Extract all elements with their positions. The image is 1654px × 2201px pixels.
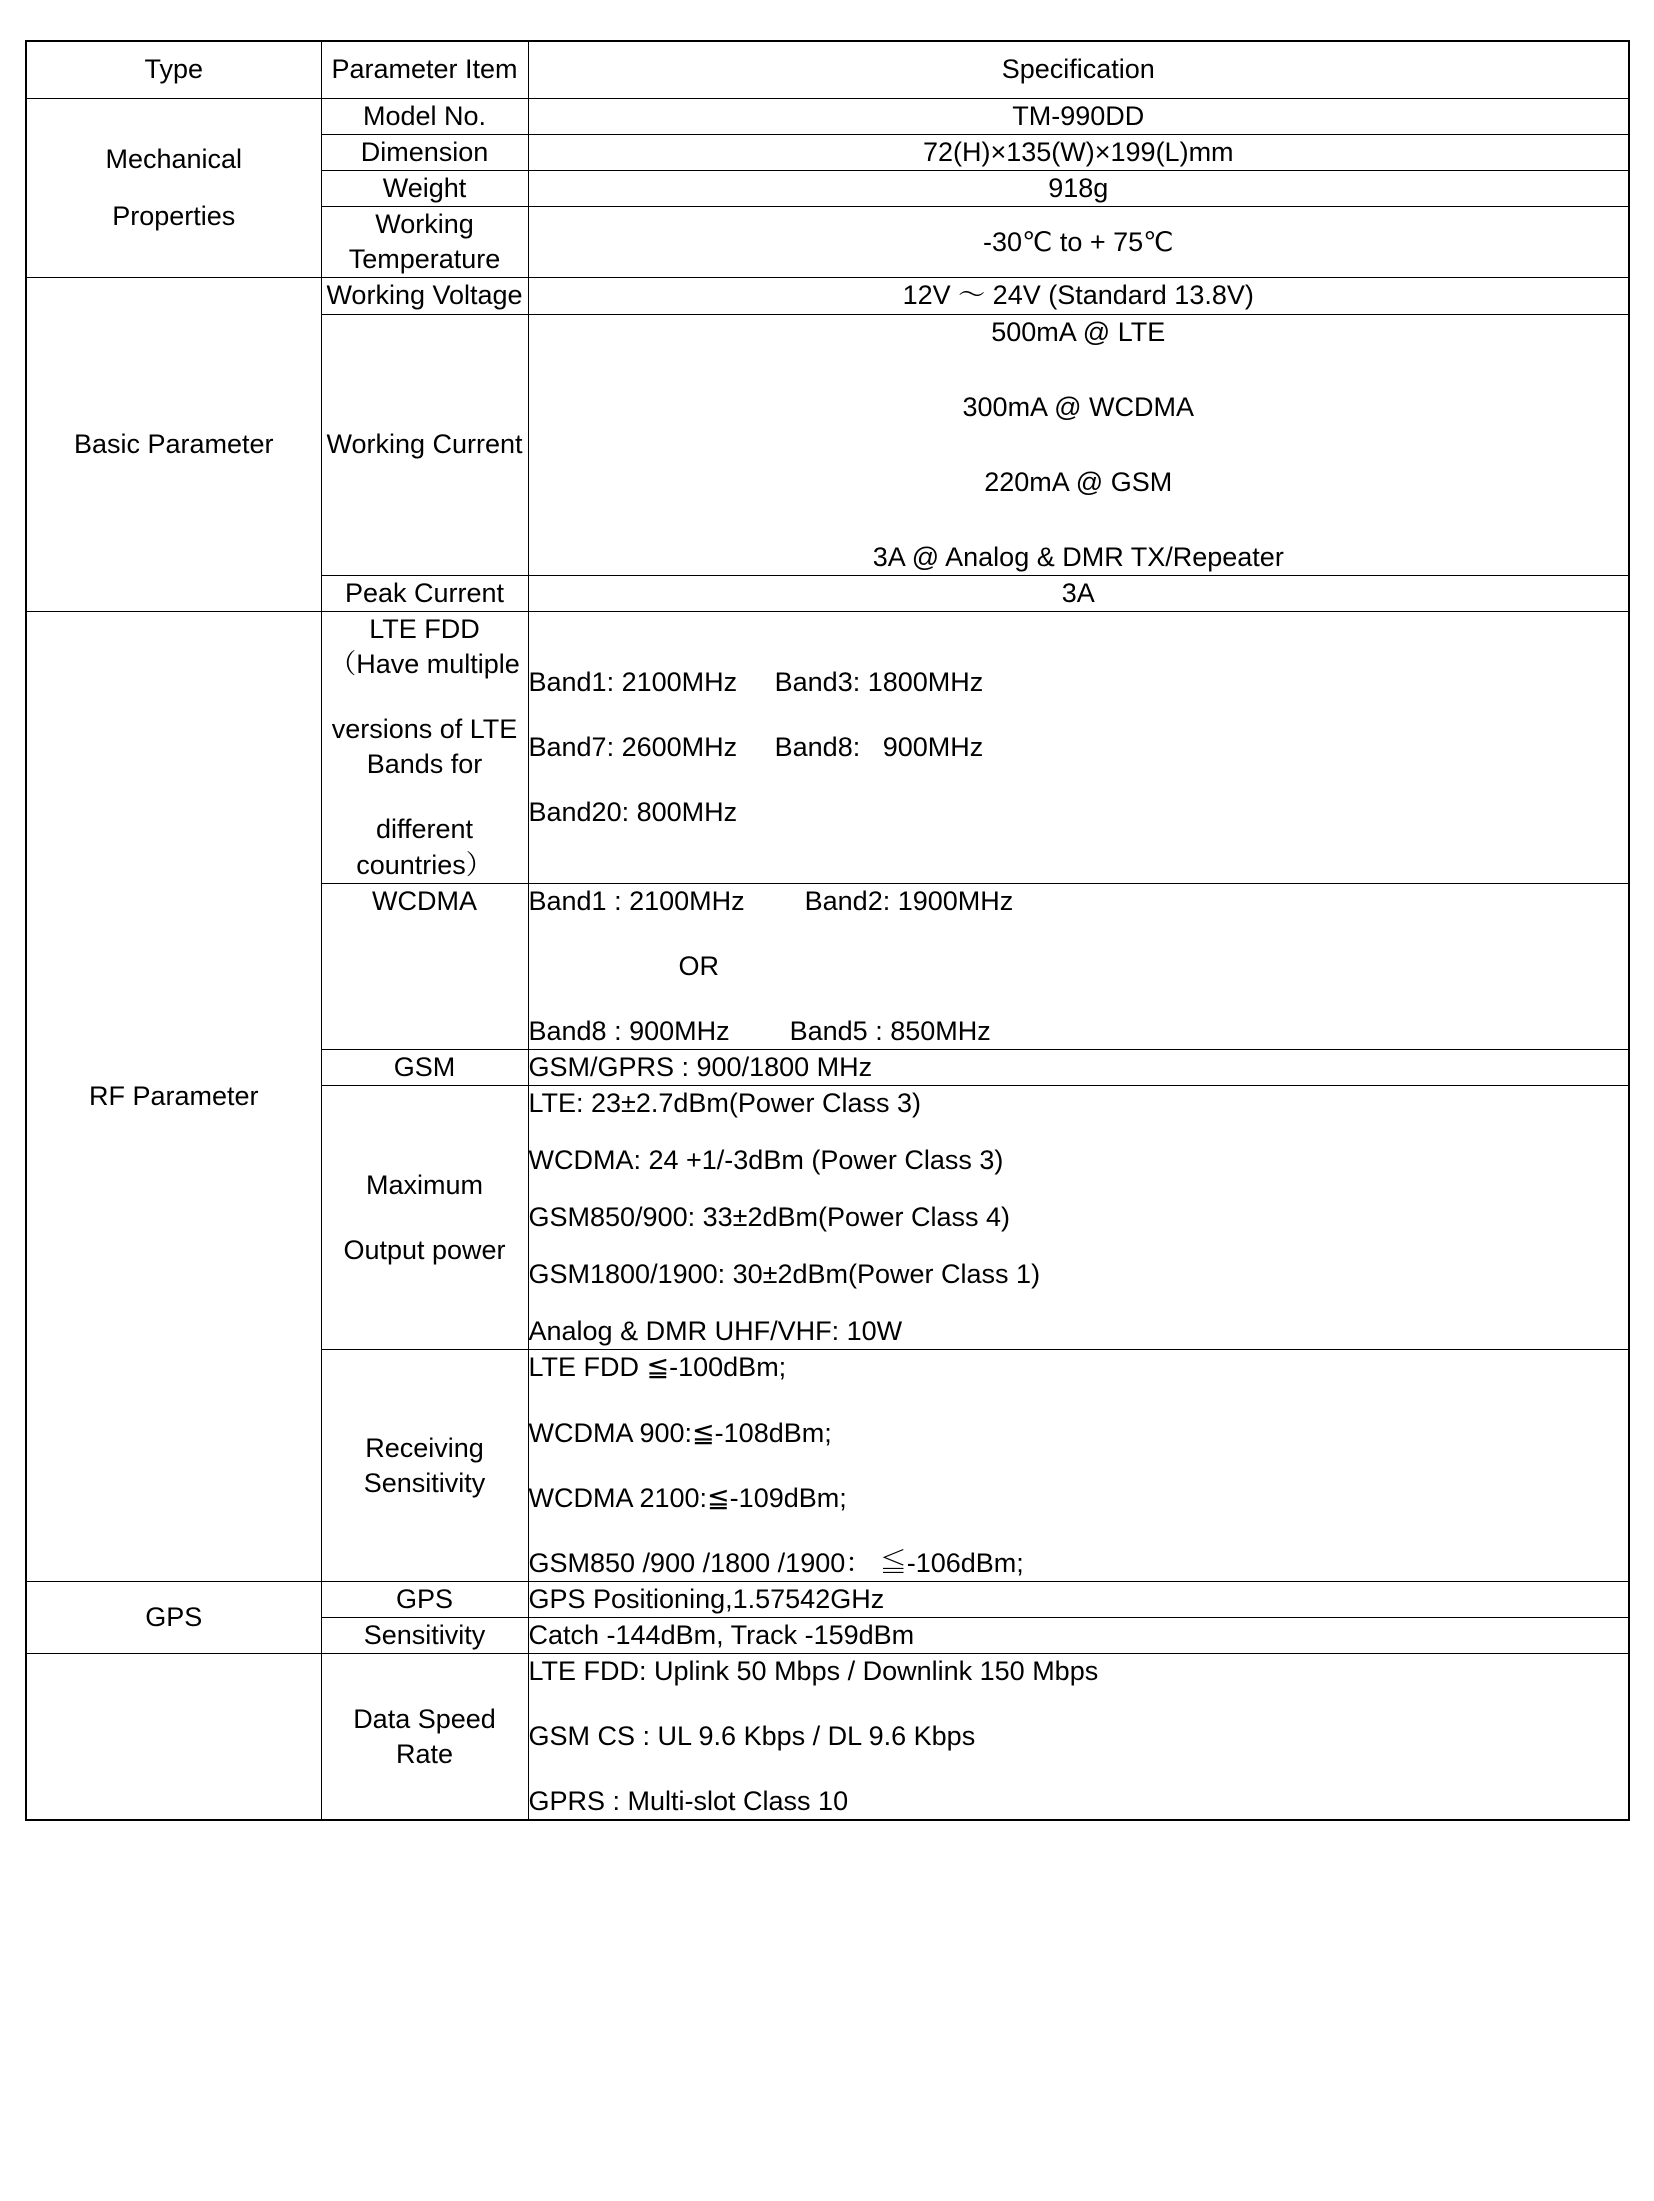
- parameter-item-label: versions of LTE Bands for: [331, 714, 518, 780]
- parameter-item-label: Data Speed Rate: [353, 1703, 496, 1769]
- table-body: [26, 99, 1629, 1821]
- specification-cell: [528, 278, 1629, 314]
- specification-line: OR: [528, 950, 720, 981]
- specification-table: [25, 40, 1630, 1821]
- specification-cell: [528, 1617, 1629, 1653]
- parameter-item-cell: [321, 278, 528, 314]
- specification-line: GPS Positioning,1.57542GHz: [528, 1583, 885, 1614]
- type-cell: [26, 612, 321, 1582]
- parameter-item-label: Working Temperature: [348, 209, 501, 275]
- type-label: RF Parameter: [88, 1080, 259, 1111]
- parameter-item-cell: [321, 883, 528, 1049]
- parameter-item-label: Working Current: [326, 429, 523, 460]
- parameter-item-cell: [321, 612, 528, 884]
- specification-line: GPRS : Multi-slot Class 10: [528, 1786, 849, 1817]
- type-label: Mechanical: [105, 144, 243, 175]
- specification-line: 220mA @ GSM: [984, 466, 1173, 497]
- specification-line: 300mA @ WCDMA: [962, 391, 1194, 422]
- specification-cell: [528, 99, 1629, 135]
- specification-line: Band1: 2100MHz Band3: 1800MHz: [528, 666, 984, 697]
- table-row: [26, 99, 1629, 135]
- specification-line: -30℃ to + 75℃: [983, 226, 1174, 257]
- specification-line: LTE: 23±2.7dBm(Power Class 3): [528, 1087, 921, 1118]
- specification-line: Band7: 2600MHz Band8: 900MHz: [528, 731, 984, 762]
- specification-line: LTE FDD: Uplink 50 Mbps / Downlink 150 Mbps: [528, 1656, 1099, 1686]
- parameter-item-cell: [321, 99, 528, 135]
- parameter-item-cell: [321, 1085, 528, 1349]
- specification-cell: [528, 171, 1629, 207]
- parameter-item-label: Receiving Sensitivity: [363, 1432, 486, 1498]
- specification-line: 12V ～ 24V (Standard 13.8V): [902, 280, 1254, 311]
- specification-cell: [528, 883, 1629, 1049]
- specification-line: 918g: [1048, 173, 1109, 204]
- specification-line: GSM/GPRS : 900/1800 MHz: [528, 1051, 873, 1082]
- specification-cell: [528, 575, 1629, 611]
- table-row: [26, 278, 1629, 314]
- table-header: [26, 41, 1629, 99]
- parameter-item-cell: [321, 314, 528, 575]
- specification-cell: [528, 612, 1629, 884]
- parameter-item-cell: [321, 1350, 528, 1581]
- parameter-item-label: Sensitivity: [363, 1619, 486, 1650]
- specification-line: WCDMA 900:≦-108dBm;: [528, 1417, 832, 1448]
- specification-line: WCDMA 2100:≦-109dBm;: [528, 1482, 847, 1513]
- parameter-item-label: different countries）: [356, 814, 493, 880]
- specification-line: LTE FDD ≦-100dBm;: [528, 1352, 787, 1383]
- specification-line: Band20: 800MHz: [528, 796, 738, 827]
- parameter-item-cell: [321, 171, 528, 207]
- specification-line: TM-990DD: [1012, 101, 1145, 131]
- parameter-item-cell: [321, 1617, 528, 1653]
- specification-cell: [528, 314, 1629, 575]
- specification-line: 3A: [1061, 577, 1095, 608]
- specification-cell: [528, 207, 1629, 278]
- specification-line: Band1 : 2100MHz Band2: 1900MHz: [528, 885, 1014, 916]
- type-label: GPS: [145, 1601, 203, 1632]
- parameter-item-label: GPS: [395, 1583, 454, 1614]
- parameter-item-label: Output power: [343, 1234, 506, 1265]
- parameter-item-cell: [321, 207, 528, 278]
- specification-line: GSM850/900: 33±2dBm(Power Class 4): [528, 1202, 1011, 1233]
- table-row: [26, 612, 1629, 884]
- specification-cell: [528, 1654, 1629, 1821]
- specification-cell: [528, 135, 1629, 171]
- specification-line: 3A @ Analog & DMR TX/Repeater: [872, 541, 1284, 572]
- parameter-item-label: WCDMA: [372, 885, 477, 916]
- specification-cell: [528, 1581, 1629, 1617]
- header-row: [26, 41, 1629, 99]
- column-header-specification: Specification: [528, 41, 1629, 99]
- specification-cell: [528, 1350, 1629, 1581]
- parameter-item-cell: [321, 575, 528, 611]
- parameter-item-label: LTE FDD （Have multiple: [329, 614, 520, 680]
- parameter-item-label: Working Voltage: [326, 280, 523, 311]
- specification-cell: [528, 1085, 1629, 1349]
- parameter-item-cell: [321, 1654, 528, 1821]
- specification-line: GSM1800/1900: 30±2dBm(Power Class 1): [528, 1259, 1041, 1290]
- parameter-item-label: Peak Current: [344, 577, 505, 608]
- specification-line: GSM850 /900 /1800 /1900： ≦-106dBm;: [528, 1547, 1024, 1578]
- specification-line: Analog & DMR UHF/VHF: 10W: [528, 1316, 903, 1347]
- parameter-item-cell: [321, 1049, 528, 1085]
- specification-line: WCDMA: 24 +1/-3dBm (Power Class 3): [528, 1145, 1004, 1176]
- parameter-item-label: Weight: [382, 173, 467, 204]
- type-label: Properties: [112, 201, 236, 232]
- specification-cell: [528, 1049, 1629, 1085]
- parameter-item-label: Model No.: [362, 101, 487, 131]
- parameter-item-label: Maximum: [365, 1169, 483, 1200]
- type-cell: [26, 99, 321, 278]
- column-header-parameter-item: Parameter Item: [321, 41, 528, 99]
- column-header-type: Type: [26, 41, 321, 99]
- specification-line: 500mA @ LTE: [991, 316, 1166, 347]
- parameter-item-cell: [321, 135, 528, 171]
- type-cell: [26, 1654, 321, 1821]
- parameter-item-cell: [321, 1581, 528, 1617]
- table-row: [26, 1581, 1629, 1617]
- specification-line: GSM CS : UL 9.6 Kbps / DL 9.6 Kbps: [528, 1721, 976, 1752]
- table-row: [26, 1654, 1629, 1821]
- parameter-item-label: GSM: [393, 1051, 456, 1082]
- specification-line: Catch -144dBm, Track -159dBm: [528, 1619, 915, 1650]
- type-cell: [26, 1581, 321, 1653]
- type-label: Basic Parameter: [73, 429, 274, 460]
- specification-line: 72(H)×135(W)×199(L)mm: [922, 137, 1234, 168]
- type-cell: [26, 278, 321, 612]
- specification-line: Band8 : 900MHz Band5 : 850MHz: [528, 1015, 991, 1046]
- parameter-item-label: Dimension: [360, 137, 489, 168]
